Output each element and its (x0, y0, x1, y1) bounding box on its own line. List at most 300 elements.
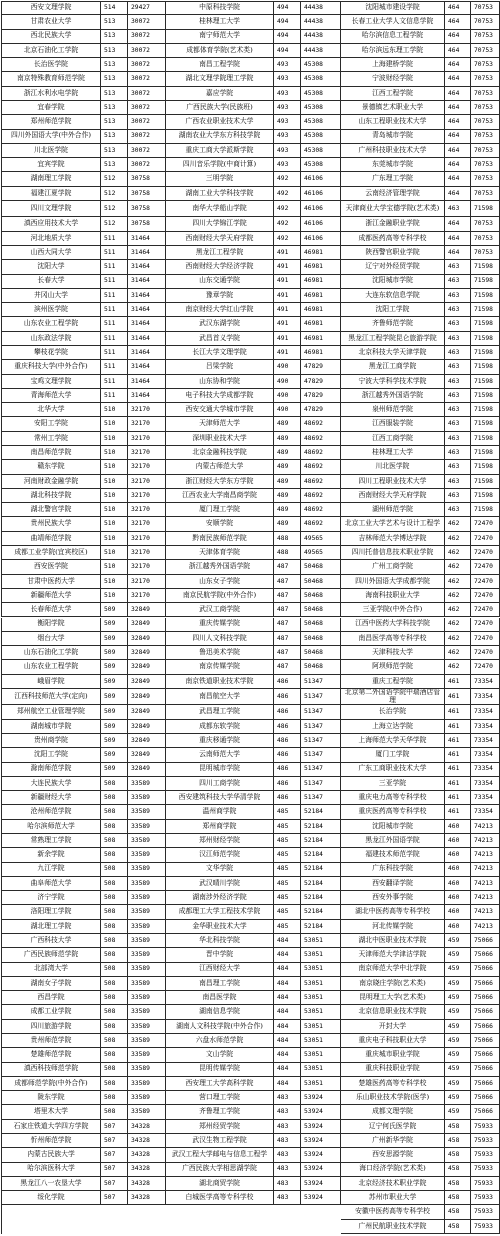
school-text: 重庆科技职业学院 (365, 1064, 420, 1073)
rank-cell (301, 575, 341, 589)
school-text: 昆明理工大学(艺术类) (359, 993, 426, 1001)
school-cell (166, 977, 274, 991)
rank-cell (128, 603, 166, 617)
table-row (0, 748, 500, 762)
rank-cell (471, 375, 500, 389)
score-cell (274, 575, 301, 589)
score-cell (101, 848, 128, 862)
rank-text: 70753 (474, 4, 493, 12)
rank-cell (128, 618, 166, 632)
score-text: 493 (277, 161, 289, 169)
rank-cell (301, 1034, 341, 1048)
school-cell (166, 489, 274, 503)
score-text: 510 (104, 506, 116, 514)
table-row (0, 660, 500, 674)
rank-cell (128, 130, 166, 144)
score-cell (274, 303, 301, 317)
score-text: 508 (104, 1094, 116, 1102)
score-text: 493 (277, 132, 289, 140)
school-text: 沈阳城市学院 (372, 821, 413, 830)
score-cell (274, 217, 301, 231)
table-row (0, 575, 500, 589)
school-text: 武汉工商学院 (199, 605, 240, 614)
table-row (0, 991, 500, 1005)
score-cell (101, 1120, 128, 1134)
rank-cell (301, 246, 341, 260)
table-row (0, 977, 500, 991)
score-text: 483 (277, 1122, 289, 1130)
score-cell (274, 1134, 301, 1148)
rank-cell (301, 1220, 341, 1234)
school-cell (1, 460, 101, 474)
school-cell (341, 489, 445, 503)
school-cell (166, 1105, 274, 1119)
school-text: 吉林师范大学博达学院 (358, 533, 427, 542)
rank-cell (301, 172, 341, 186)
score-text: 508 (104, 1108, 116, 1116)
rank-text: 32849 (131, 708, 150, 716)
school-cell (1, 1120, 101, 1134)
rank-cell (301, 289, 341, 303)
score-cell (101, 517, 128, 531)
school-cell (166, 991, 274, 1005)
score-cell (445, 30, 471, 44)
school-cell (1, 1063, 101, 1077)
score-cell (445, 246, 471, 260)
rank-cell (128, 489, 166, 503)
rank-cell (301, 432, 341, 446)
rank-cell (128, 905, 166, 919)
score-text: 510 (104, 548, 116, 556)
score-cell (101, 346, 128, 360)
rank-cell (471, 675, 500, 689)
rank-text: 30072 (131, 18, 150, 26)
table-row (0, 589, 500, 603)
table-row (0, 891, 500, 905)
score-cell (445, 115, 471, 129)
rank-text: 45308 (304, 89, 323, 97)
score-cell (101, 905, 128, 919)
rank-cell (128, 1048, 166, 1062)
score-cell (445, 1077, 471, 1091)
rank-text: 70753 (474, 220, 493, 228)
rank-text: 44438 (304, 46, 323, 54)
score-cell (101, 560, 128, 574)
score-text: 490 (277, 406, 289, 414)
rank-text: 32170 (131, 520, 150, 528)
score-cell (445, 172, 471, 186)
score-cell (101, 532, 128, 546)
rank-text: 33589 (131, 822, 150, 830)
table-row (0, 317, 500, 331)
score-cell (274, 1091, 301, 1105)
score-text: 508 (104, 908, 116, 916)
rank-text: 33589 (131, 965, 150, 973)
school-text: 哈尔滨远东理工学院 (361, 45, 424, 54)
school-text: 福建江夏学院 (30, 188, 72, 197)
score-text: 463 (448, 391, 460, 399)
school-text: 浙江金融职业学院 (365, 219, 420, 228)
school-text: 南京民航学院(中外合作) (182, 590, 257, 599)
rank-cell (301, 920, 341, 934)
score-text: 459 (448, 1094, 460, 1102)
rank-cell (471, 877, 500, 891)
score-text: 492 (277, 234, 289, 242)
score-text: 493 (277, 89, 289, 97)
school-text: 阿坝师范学院 (372, 662, 413, 671)
score-text: 491 (277, 348, 289, 356)
school-text: 衡阳学院 (37, 619, 65, 628)
rank-text: 31464 (131, 391, 150, 399)
score-text: 510 (104, 477, 116, 485)
rank-text: 32849 (131, 648, 150, 656)
school-cell (1, 1163, 101, 1177)
school-text: 北京金融科技学院 (192, 447, 247, 456)
score-cell (274, 734, 301, 748)
rank-cell (471, 417, 500, 431)
school-cell (166, 187, 274, 201)
score-cell (274, 991, 301, 1005)
school-text: 南京特殊教育师范学院 (17, 74, 85, 83)
table-row (0, 403, 500, 417)
score-text: 463 (448, 377, 460, 385)
score-cell (274, 1, 301, 15)
rank-cell (471, 991, 500, 1005)
score-text: 459 (448, 965, 460, 973)
rank-cell (128, 346, 166, 360)
school-cell (1, 532, 101, 546)
school-cell (1, 963, 101, 977)
score-cell (101, 475, 128, 489)
score-text: 483 (277, 1194, 289, 1202)
score-text: 483 (277, 1151, 289, 1159)
table-row (0, 963, 500, 977)
school-text: 晋中学院 (205, 950, 234, 959)
score-text: 461 (448, 808, 460, 816)
score-cell (101, 1063, 128, 1077)
school-text: 滁南师范学院 (30, 764, 72, 773)
rank-text: 71598 (474, 491, 493, 499)
rank-cell (128, 863, 166, 877)
score-text: 458 (448, 1165, 460, 1173)
score-cell (274, 905, 301, 919)
score-cell (274, 475, 301, 489)
score-cell (274, 158, 301, 172)
school-cell (341, 763, 445, 777)
rank-text: 31464 (131, 320, 150, 328)
school-cell (166, 517, 274, 531)
school-cell (1, 246, 101, 260)
score-cell (101, 30, 128, 44)
school-cell (341, 1063, 445, 1077)
rank-text: 32170 (131, 534, 150, 542)
score-cell (445, 503, 471, 517)
rank-cell (128, 217, 166, 231)
score-text: 492 (277, 204, 289, 212)
school-text: 吕梁学院 (205, 362, 234, 371)
score-text: 511 (104, 348, 116, 356)
rank-text: 32170 (131, 420, 150, 428)
school-cell (341, 30, 445, 44)
school-text: 南宁师范大学 (199, 31, 240, 40)
score-cell (101, 791, 128, 805)
table-row (0, 1077, 500, 1091)
rank-cell (471, 791, 500, 805)
rank-cell (301, 130, 341, 144)
rank-text: 75066 (474, 994, 493, 1001)
school-cell (1, 660, 101, 674)
school-cell (1, 1220, 101, 1234)
school-text: 北华大学 (37, 405, 65, 414)
school-cell (166, 317, 274, 331)
school-cell (166, 734, 274, 748)
school-text: 广东科技学院 (372, 864, 413, 873)
school-cell (166, 1191, 274, 1205)
score-text: 508 (104, 1065, 116, 1073)
school-text: 塔里木大学 (34, 1107, 68, 1116)
rank-cell (471, 246, 500, 260)
school-cell (1, 1205, 101, 1219)
school-text: 成都东软学院 (199, 721, 240, 730)
score-cell (274, 1063, 301, 1077)
score-cell (101, 460, 128, 474)
school-text: 川北医学院 (34, 145, 68, 154)
school-cell (166, 705, 274, 719)
score-text: 485 (277, 851, 289, 859)
rank-cell (471, 820, 500, 834)
rank-cell (128, 1148, 166, 1162)
rank-cell (301, 87, 341, 101)
rank-cell (471, 260, 500, 274)
score-cell (274, 920, 301, 934)
score-text: 458 (448, 1136, 460, 1144)
rank-text: 33589 (131, 922, 150, 930)
rank-cell (301, 720, 341, 734)
score-text: 491 (277, 334, 289, 342)
school-text: 长春大学 (37, 276, 65, 285)
rank-text: 53051 (304, 1036, 323, 1044)
rank-cell (301, 332, 341, 346)
score-text: 459 (448, 951, 460, 959)
score-text: 510 (104, 577, 116, 585)
school-text: 宁波大学科学技术学院 (358, 376, 427, 385)
score-cell (445, 289, 471, 303)
score-cell (101, 130, 128, 144)
school-text: 峨眉学院 (37, 676, 65, 685)
rank-text: 32170 (131, 577, 150, 585)
school-cell (166, 246, 274, 260)
school-text: 湖南涉外经济学院 (192, 892, 247, 901)
score-text: 460 (448, 879, 460, 887)
table-row (0, 158, 500, 172)
school-cell (1, 217, 101, 231)
score-cell (274, 532, 301, 546)
rank-text: 45308 (304, 118, 323, 126)
rank-text: 32849 (131, 620, 150, 628)
rank-cell (301, 1048, 341, 1062)
school-cell (1, 403, 101, 417)
school-cell (1, 489, 101, 503)
score-cell (445, 1, 471, 15)
rank-cell (128, 1134, 166, 1148)
rank-text: 75933 (474, 1165, 493, 1173)
school-text: 成都理工大学工程技术学院 (178, 907, 261, 916)
rank-cell (301, 1148, 341, 1162)
rank-cell (301, 303, 341, 317)
rank-cell (471, 403, 500, 417)
rank-text: 34328 (131, 1194, 150, 1202)
rank-cell (471, 115, 500, 129)
rank-cell (128, 1077, 166, 1091)
rank-cell (471, 1091, 500, 1105)
rank-text: 71598 (474, 277, 493, 285)
rank-text: 30758 (131, 220, 150, 228)
rank-cell (471, 1163, 500, 1177)
score-cell (445, 332, 471, 346)
rank-text: 52184 (304, 865, 323, 873)
school-text: 南京晓庄学院(艺术类) (359, 978, 426, 987)
score-cell (445, 1191, 471, 1205)
score-cell (274, 317, 301, 331)
school-cell (341, 920, 445, 934)
rank-text: 32849 (131, 677, 150, 685)
school-text: 桂林理工大学 (199, 17, 240, 26)
school-cell (341, 317, 445, 331)
rank-cell (301, 72, 341, 86)
score-cell (101, 158, 128, 172)
school-text: 湖南理工学院 (30, 174, 72, 183)
score-cell (274, 375, 301, 389)
school-text: 江西工程学院 (372, 88, 413, 97)
rank-cell (301, 705, 341, 719)
school-text: 西安翻译学院 (372, 878, 413, 887)
score-text: 489 (277, 448, 289, 456)
table-row (0, 763, 500, 777)
score-text: 511 (104, 377, 116, 385)
score-text: 493 (277, 146, 289, 154)
score-cell (101, 375, 128, 389)
rank-cell (301, 1, 341, 15)
score-cell (274, 187, 301, 201)
school-text: 江西财经大学 (199, 964, 240, 973)
rank-text: 72470 (474, 534, 493, 542)
table-row (0, 201, 500, 217)
rank-cell (301, 44, 341, 58)
score-text: 461 (448, 708, 460, 716)
school-text: 西安思源学院 (372, 1150, 413, 1159)
school-cell (341, 1148, 445, 1162)
rank-cell (471, 1120, 500, 1134)
school-cell (166, 891, 274, 905)
score-text: 509 (104, 722, 116, 730)
score-text: 464 (448, 46, 460, 54)
score-text: 462 (448, 634, 460, 642)
score-cell (101, 58, 128, 72)
rank-text: 31464 (131, 277, 150, 285)
score-cell (101, 1134, 128, 1148)
score-cell (274, 260, 301, 274)
rank-text: 32170 (131, 448, 150, 456)
school-text: 武汉晴川学院 (199, 878, 240, 887)
rank-text: 72470 (474, 577, 493, 585)
table-row (0, 948, 500, 962)
school-cell (166, 848, 274, 862)
score-cell (445, 977, 471, 991)
score-cell (274, 848, 301, 862)
rank-text: 71598 (474, 334, 493, 342)
school-text: 山东政法学院 (30, 333, 72, 342)
rank-cell (301, 748, 341, 762)
school-text: 三明学院 (205, 174, 234, 183)
table-row (0, 675, 500, 689)
school-cell (1, 289, 101, 303)
rank-cell (301, 346, 341, 360)
school-cell (341, 246, 445, 260)
score-cell (445, 934, 471, 948)
rank-text: 33589 (131, 779, 150, 787)
table-row (0, 275, 500, 289)
school-text: 四川工商学院 (199, 778, 240, 787)
score-text: 463 (448, 204, 460, 212)
table-row (0, 734, 500, 748)
rank-cell (301, 646, 341, 660)
score-text: 509 (104, 620, 116, 628)
score-cell (101, 1220, 128, 1234)
score-cell (445, 460, 471, 474)
school-cell (1, 546, 101, 560)
rank-text: 46106 (304, 175, 323, 183)
score-text: 462 (448, 520, 460, 528)
rank-cell (128, 948, 166, 962)
rank-text: 33589 (131, 836, 150, 844)
score-text: 461 (448, 692, 460, 700)
rank-cell (471, 1063, 500, 1077)
rank-cell (128, 58, 166, 72)
rank-cell (128, 991, 166, 1005)
rank-cell (301, 632, 341, 646)
rank-text: 73354 (474, 692, 493, 700)
score-cell (101, 977, 128, 991)
score-cell (101, 891, 128, 905)
school-cell (166, 748, 274, 762)
school-text: 甘肃农业大学 (30, 17, 72, 26)
score-text: 492 (277, 220, 289, 228)
school-text: 重庆传媒学院 (199, 619, 240, 628)
school-cell (341, 705, 445, 719)
rank-cell (301, 689, 341, 705)
score-cell (274, 763, 301, 777)
score-cell (445, 603, 471, 617)
school-text: 文华学院 (205, 864, 234, 873)
rank-text: 33589 (131, 1065, 150, 1073)
rank-cell (471, 158, 500, 172)
rank-cell (301, 1020, 341, 1034)
rank-text: 52184 (304, 879, 323, 887)
rank-text: 46981 (304, 277, 323, 285)
rank-cell (128, 891, 166, 905)
score-text: 491 (277, 306, 289, 314)
score-cell (274, 289, 301, 303)
school-cell (1, 1134, 101, 1148)
rank-cell (471, 446, 500, 460)
score-cell (274, 1205, 301, 1219)
table-row (0, 877, 500, 891)
school-cell (166, 389, 274, 403)
score-cell (274, 1020, 301, 1034)
table-row (0, 1191, 500, 1205)
score-text: 485 (277, 908, 289, 916)
score-text: 509 (104, 634, 116, 642)
